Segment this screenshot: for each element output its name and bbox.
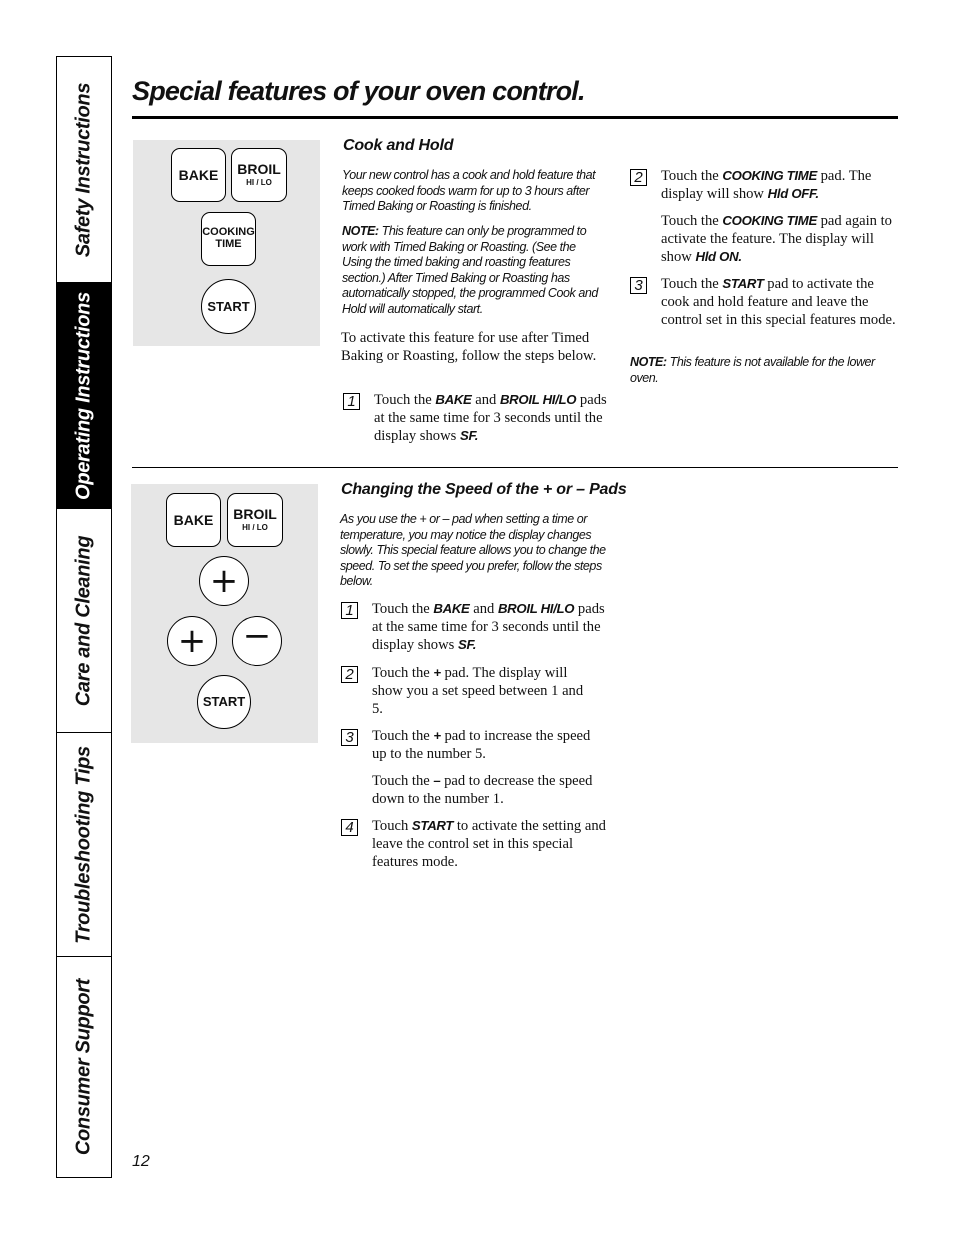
text: pad to decrease the speed down to the number 1.: [372, 773, 593, 807]
broil-pad: [231, 148, 287, 202]
step-text: [661, 212, 899, 266]
speed-intro: As you use the + or – pad when setting a time or temperature, you may notice the display changes slowly. This special feature allows you to change the speed. To set the speed you prefer, follow the steps below.: [340, 512, 606, 589]
keyword: BAKE: [435, 392, 472, 407]
text: Touch the: [374, 392, 436, 408]
note-text: This feature can only be programmed to work with Timed Baking or Roasting. (See the Using the timed baking and roasting features section.) After Timed Baking or Roasting has automatically stopped, the programmed Cook and Hold will automatically start.: [342, 224, 598, 316]
text: Touch the: [661, 276, 723, 292]
keyword: Hld OFF.: [767, 186, 819, 201]
keyword: SF.: [457, 637, 477, 652]
keyword: BROIL HI/LO: [497, 601, 575, 616]
tab-label: Troubleshooting Tips: [72, 745, 95, 944]
step-text: [661, 167, 899, 203]
cook-hold-note-lower-oven: [630, 355, 882, 386]
cook-hold-intro: Your new control has a cook and hold feature that keeps cooked foods warm for up to 3 hours after Timed Baking or Roasting is finished.: [342, 168, 596, 214]
step-number: 1: [341, 602, 358, 619]
cook-hold-note: [342, 224, 606, 318]
tab-label: Operating Instructions: [72, 291, 95, 500]
note-label: NOTE:: [630, 355, 667, 369]
step-text: [372, 772, 597, 808]
cooking-time-pad: [201, 212, 256, 266]
bake-pad: [166, 493, 221, 547]
minus-pad: [232, 616, 282, 666]
start-pad: [197, 675, 251, 729]
note-text: This feature is not available for the lower oven.: [630, 355, 875, 385]
keyword: START: [411, 818, 454, 833]
tab-safety-instructions[interactable]: [57, 57, 111, 283]
cook-hold-activate-text: To activate this feature for use after Timed Baking or Roasting, follow the steps below.: [341, 330, 597, 364]
section-heading-cook-hold: Cook and Hold: [343, 137, 454, 154]
step-number: 4: [341, 819, 358, 836]
step-text: [372, 600, 612, 654]
text: pad to increase the speed up to the number 5.: [372, 728, 591, 762]
time-pad-label: TIME: [215, 238, 242, 250]
plus-icon: +: [177, 621, 207, 661]
step-text: [374, 391, 614, 445]
text: pad. The display will show you a set speed between 1 and 5.: [372, 665, 584, 717]
tab-label: Consumer Support: [72, 978, 95, 1156]
keyword: +: [433, 665, 441, 680]
keyword: COOKING TIME: [722, 168, 817, 183]
keyword: Hld ON.: [695, 249, 742, 264]
broil-pad-sublabel: HI / LO: [242, 523, 268, 533]
text: to activate the setting and leave the control set in this special features mode.: [372, 818, 606, 870]
text: pad to activate the cook and hold feature and leave the control set in this special features mode.: [661, 276, 896, 328]
keyword: BROIL HI/LO: [499, 392, 577, 407]
text: pads at the same time for 3 seconds until the display shows: [374, 392, 607, 444]
section-heading-speed: Changing the Speed of the + or – Pads: [341, 481, 627, 498]
keyword: COOKING TIME: [722, 213, 817, 228]
text: and: [471, 392, 500, 408]
text: pad. The display will show: [661, 168, 872, 202]
tab-label: Care and Cleaning: [72, 535, 95, 706]
bake-pad-label: BAKE: [178, 166, 219, 183]
broil-pad-label: BROIL: [233, 506, 277, 523]
broil-pad-sublabel: HI / LO: [246, 178, 272, 188]
step-text: [372, 664, 597, 718]
cooking-pad-label: COOKING: [202, 226, 255, 239]
minus-icon: −: [242, 616, 272, 656]
text: Touch the: [372, 773, 434, 789]
plus-pad-lower: [167, 616, 217, 666]
text: Touch the: [661, 213, 723, 229]
bake-pad: [171, 148, 226, 202]
plus-icon: +: [209, 561, 239, 601]
bake-pad-label: BAKE: [173, 511, 214, 528]
step-number: 1: [343, 393, 360, 410]
text: Touch the: [372, 601, 434, 617]
step-text: [372, 727, 597, 763]
start-pad: [201, 279, 256, 334]
tab-care-and-cleaning[interactable]: [57, 509, 111, 733]
page-title: Special features of your oven control.: [132, 76, 585, 106]
tab-label: Safety Instructions: [72, 82, 95, 257]
broil-pad: [227, 493, 283, 547]
step-number: 2: [630, 169, 647, 186]
text: pad again to activate the feature. The display will show: [661, 213, 892, 265]
section-divider: [132, 467, 898, 468]
text: pads at the same time for 3 seconds until the display shows: [372, 601, 605, 653]
keyword: –: [433, 773, 441, 788]
tab-troubleshooting-tips[interactable]: [57, 733, 111, 957]
page-number: 12: [132, 1153, 150, 1170]
section-sidebar: [56, 56, 112, 1178]
step-number: 3: [630, 277, 647, 294]
start-pad-label: START: [207, 298, 250, 314]
start-pad-label: START: [202, 694, 246, 710]
step-number: 2: [341, 666, 358, 683]
text: and: [469, 601, 498, 617]
tab-consumer-support[interactable]: [57, 957, 111, 1177]
broil-pad-label: BROIL: [237, 161, 281, 178]
text: Touch the: [372, 728, 434, 744]
keyword: START: [722, 276, 764, 291]
title-rule: [132, 116, 898, 119]
plus-pad: [199, 556, 249, 606]
text: Touch the: [661, 168, 723, 184]
text: Touch the: [372, 665, 434, 681]
note-label: NOTE:: [342, 224, 379, 238]
tab-operating-instructions[interactable]: [57, 283, 111, 509]
cook-hold-pad-illustration: [133, 140, 320, 346]
text: Touch: [372, 818, 412, 834]
step-text: [661, 275, 899, 329]
keyword: SF.: [459, 428, 479, 443]
step-number: 3: [341, 729, 358, 746]
keyword: +: [433, 728, 441, 743]
step-text: [372, 817, 612, 871]
speed-pad-illustration: [131, 484, 318, 743]
keyword: BAKE: [433, 601, 470, 616]
